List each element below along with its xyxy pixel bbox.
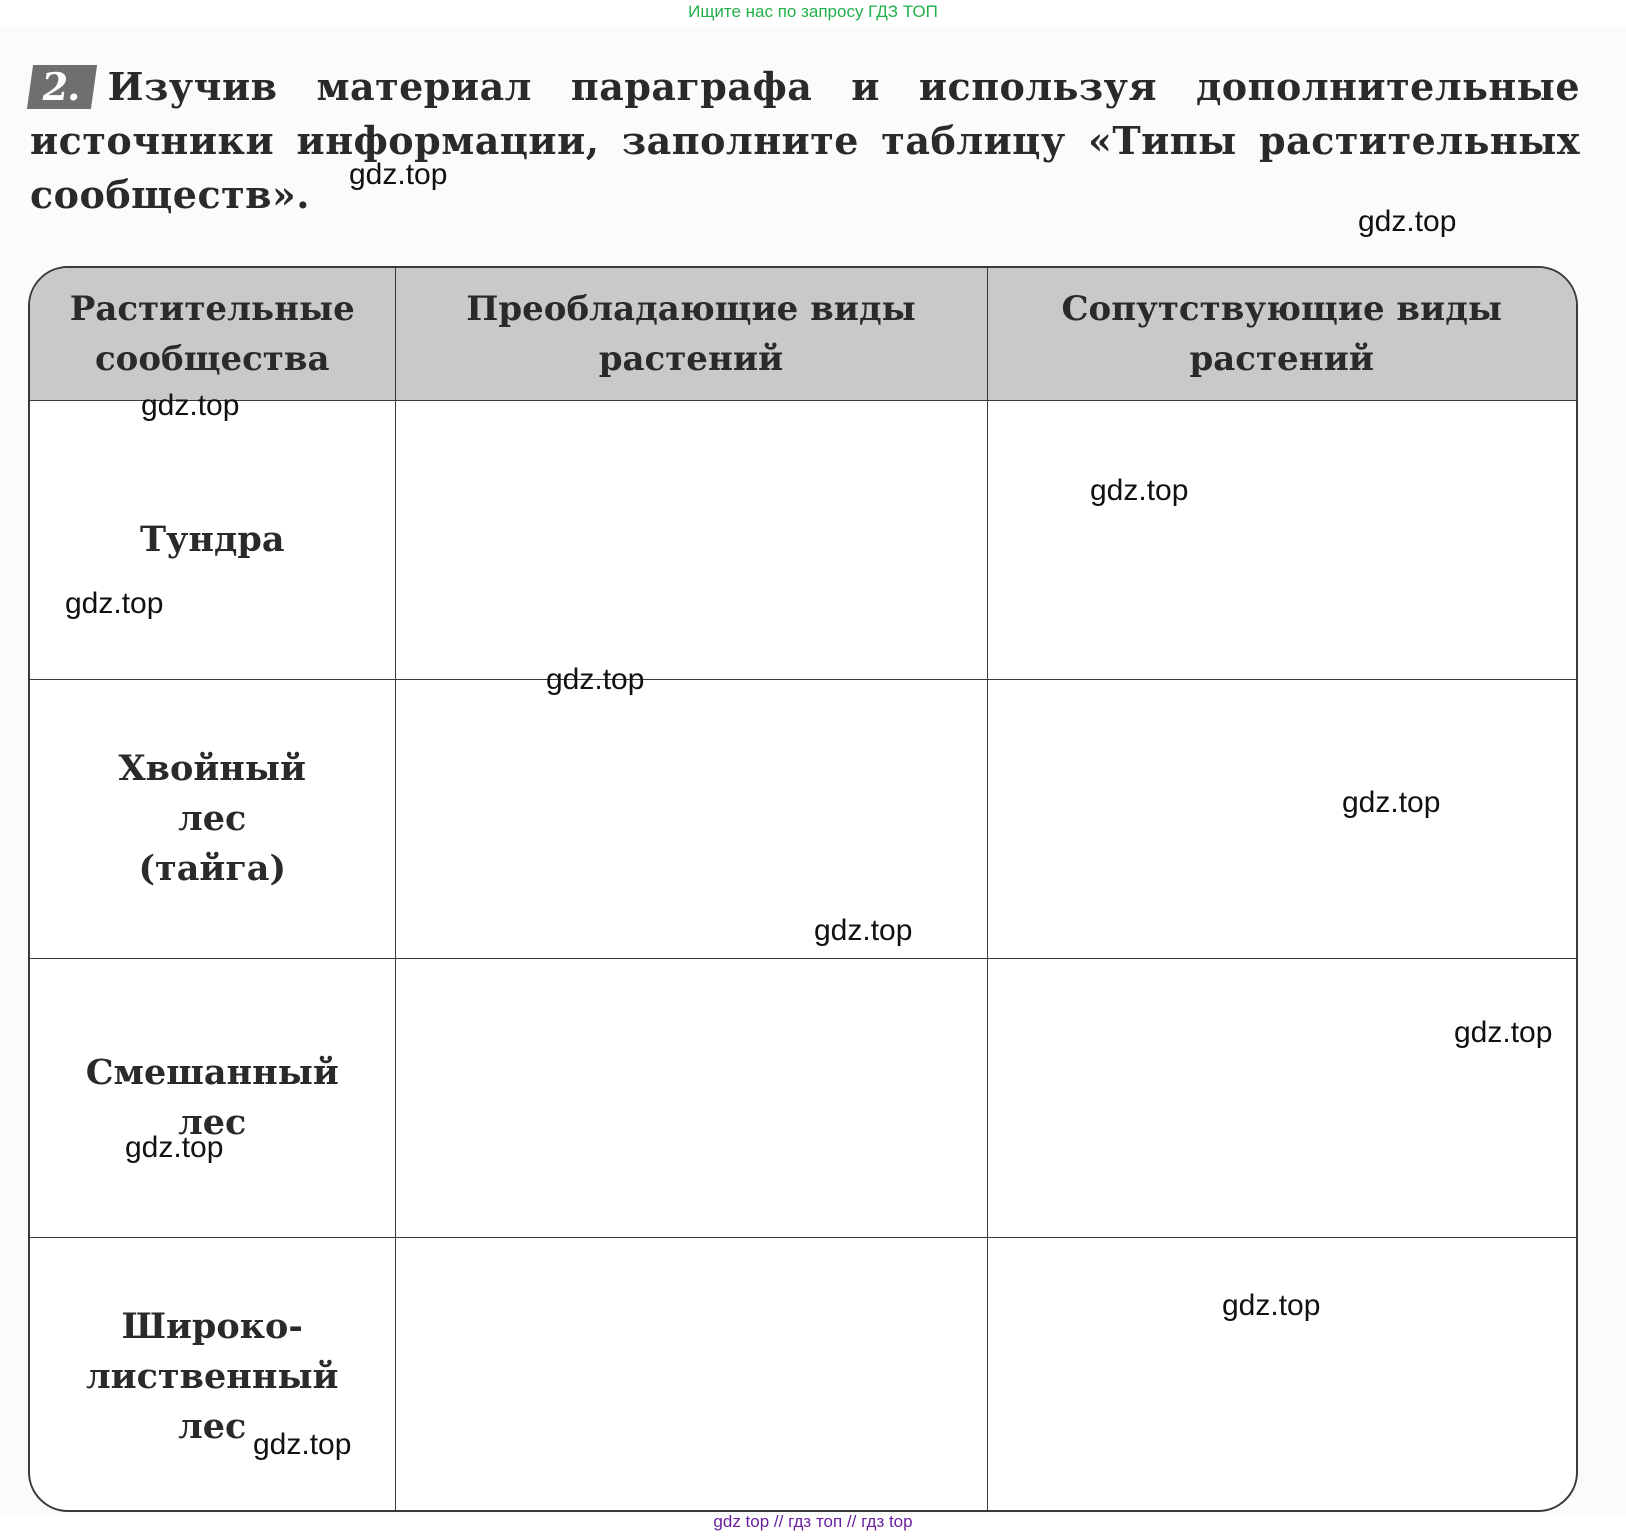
community-name: Тундра: [30, 401, 395, 680]
header-accompanying-species: Сопутствующие виды растений: [987, 268, 1576, 401]
watermark-text: gdz.top: [65, 587, 164, 620]
dominant-species-cell[interactable]: [395, 401, 987, 680]
watermark-text: gdz.top: [141, 389, 240, 422]
header-communities: Растительные сообщества: [30, 268, 395, 401]
table-header-row: [30, 268, 1576, 401]
accompanying-species-cell[interactable]: [987, 680, 1576, 959]
accompanying-species-cell[interactable]: [987, 1238, 1576, 1513]
watermark-text: gdz.top: [1358, 205, 1457, 238]
bottom-banner: gdz top // гдз топ // гдз top: [713, 1512, 913, 1531]
watermark-text: gdz.top: [1222, 1289, 1321, 1322]
header-dominant-species: Преобладающие виды растений: [395, 268, 987, 401]
accompanying-species-cell[interactable]: [987, 959, 1576, 1238]
task-statement: [30, 60, 1580, 222]
dominant-species-cell[interactable]: [395, 959, 987, 1238]
watermark-text: gdz.top: [349, 158, 448, 191]
community-name: Широко- лиственный лес: [30, 1238, 395, 1513]
accompanying-species-cell[interactable]: [987, 401, 1576, 680]
dominant-species-cell[interactable]: [395, 1238, 987, 1513]
watermark-text: gdz.top: [546, 663, 645, 696]
watermark-text: gdz.top: [253, 1428, 352, 1461]
community-name: Хвойный лес (тайга): [30, 680, 395, 959]
textbook-page: [0, 26, 1626, 1516]
table-row: [30, 1238, 1576, 1513]
watermark-text: gdz.top: [1342, 786, 1441, 819]
watermark-text: gdz.top: [1090, 474, 1189, 507]
task-number-badge: 2.: [27, 65, 97, 109]
watermark-text: gdz.top: [1454, 1016, 1553, 1049]
table-row: [30, 959, 1576, 1238]
community-name: Смешанный лес: [30, 959, 395, 1238]
task-text: Изучив материал параграфа и используя дополнительные источники информации, заполните таблицу «Типы растительных сообществ».: [30, 64, 1580, 217]
plant-communities-table: [28, 266, 1578, 1512]
table-row: [30, 401, 1576, 680]
watermark-text: gdz.top: [125, 1131, 224, 1164]
top-banner: Ищите нас по запросу ГДЗ ТОП: [688, 2, 938, 21]
watermark-text: gdz.top: [814, 914, 913, 947]
